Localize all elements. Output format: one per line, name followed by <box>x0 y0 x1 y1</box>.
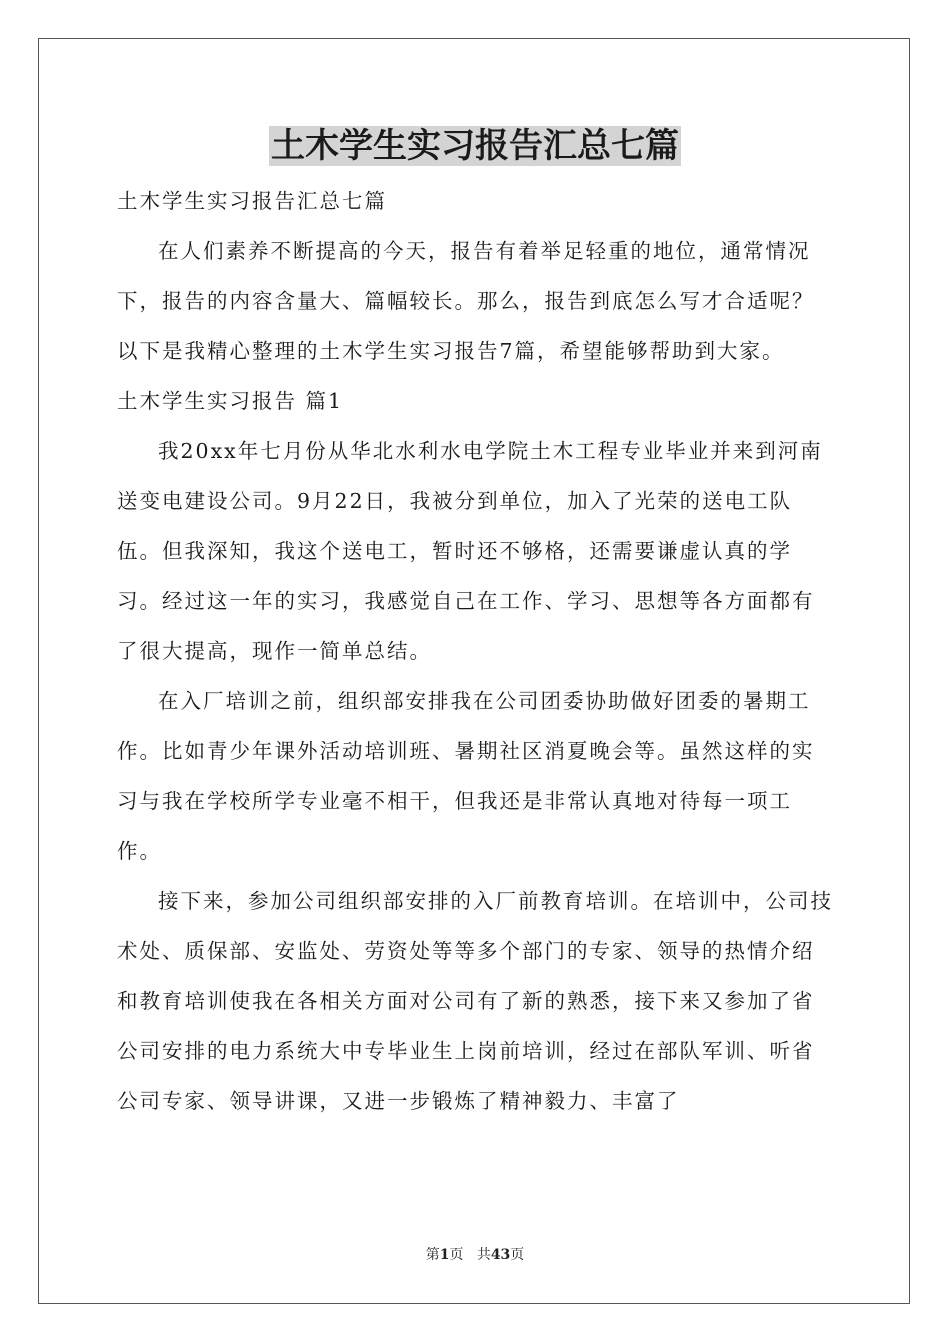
page-number: 1 <box>439 1247 450 1263</box>
page-suffix: 页 <box>449 1247 464 1263</box>
total-suffix: 页 <box>510 1247 525 1263</box>
page-footer <box>0 1244 950 1264</box>
body-paragraph-1: 我20xx年七月份从华北水利水电学院土木工程专业毕业并来到河南送变电建设公司。9月22日，我被分到单位，加入了光荣的送电工队伍。但我深知，我这个送电工，暂时还不够格，还需要谦虚认真的学习。经过这一年的实习，我感觉自己在工作、学习、思想等各方面都有了很大提高，现作一简单总结。 <box>117 439 823 663</box>
total-pages: 43 <box>490 1247 511 1263</box>
total-prefix: 共 <box>476 1247 491 1263</box>
body-paragraph-2: 在入厂培训之前，组织部安排我在公司团委协助做好团委的暑期工作。比如青少年课外活动培训班、暑期社区消夏晚会等。虽然这样的实习与我在学校所学专业毫不相干，但我还是非常认真地对待每一项工作。 <box>117 689 815 863</box>
body-paragraph-3: 接下来，参加公司组织部安排的入厂前教育培训。在培训中，公司技术处、质保部、安监处、劳资处等等多个部门的专家、领导的热情介绍和教育培训使我在各相关方面对公司有了新的熟悉，接下来又参加了省公司安排的电力系统大中专毕业生上岗前培训，经过在部队军训、听省公司专家、领导讲课，又进一步锻炼了精神毅力、丰富了 <box>117 889 833 1113</box>
document-title-text: 土木学生实习报告汇总七篇 <box>271 126 679 166</box>
document-subtitle: 土木学生实习报告汇总七篇 <box>117 189 387 213</box>
page-prefix: 第 <box>425 1247 440 1263</box>
document-body <box>117 176 833 1126</box>
intro-paragraph: 在人们素养不断提高的今天，报告有着举足轻重的地位，通常情况下，报告的内容含量大、篇幅较长。那么，报告到底怎么写才合适呢？以下是我精心整理的土木学生实习报告7篇，希望能够帮助到大家。 <box>117 239 815 363</box>
section-heading: 土木学生实习报告 篇1 <box>117 389 344 413</box>
document-title <box>0 122 950 170</box>
